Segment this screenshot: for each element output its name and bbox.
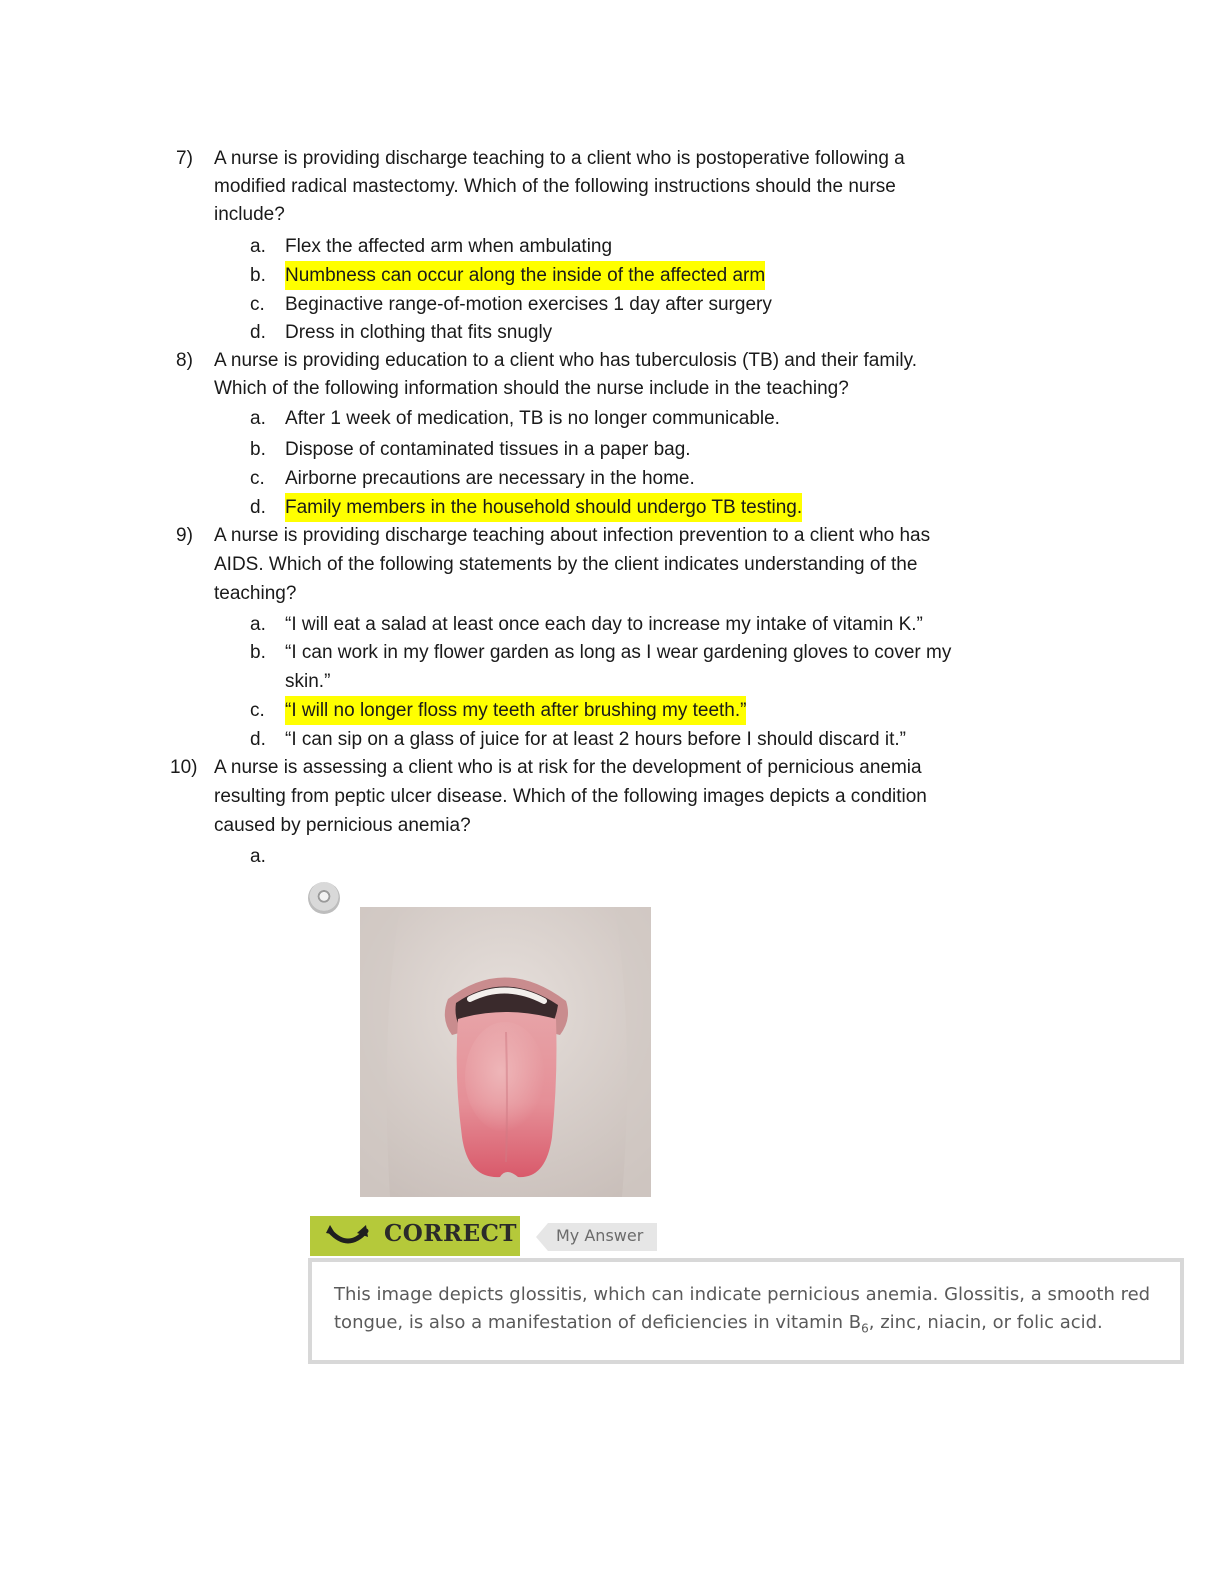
- correct-banner: [310, 1216, 520, 1256]
- option-letter: c.: [250, 468, 265, 489]
- question-text-line: AIDS. Which of the following statements by the client indicates understanding of the: [214, 554, 918, 575]
- option-letter: a.: [250, 236, 266, 257]
- option-letter: b.: [250, 439, 266, 460]
- glossitis-tongue-illustration: [360, 907, 651, 1197]
- rationale-text-line: [334, 1312, 1103, 1336]
- option-text-highlighted: Numbness can occur along the inside of the affected arm: [285, 261, 765, 290]
- option-letter: b.: [250, 642, 266, 663]
- question-text-line: caused by pernicious anemia?: [214, 815, 471, 836]
- option-text: “I will eat a salad at least once each day to increase my intake of vitamin K.”: [285, 614, 923, 635]
- tongue-image: [360, 907, 651, 1197]
- question-text-line: include?: [214, 204, 285, 225]
- option-letter: a.: [250, 408, 266, 429]
- question-number: 10): [170, 757, 198, 778]
- option-text: After 1 week of medication, TB is no longer communicable.: [285, 408, 780, 429]
- rationale-subscript: 6: [861, 1321, 869, 1336]
- option-text: Airborne precautions are necessary in the home.: [285, 468, 695, 489]
- correct-label: CORRECT: [384, 1220, 518, 1247]
- question-text-line: resulting from peptic ulcer disease. Which of the following images depicts a condition: [214, 786, 927, 807]
- rationale-text-part: , zinc, niacin, or folic acid.: [868, 1312, 1103, 1333]
- rationale-box: [308, 1258, 1184, 1364]
- option-letter: c.: [250, 700, 265, 721]
- option-letter: a.: [250, 614, 266, 635]
- question-text-line: A nurse is providing education to a client who has tuberculosis (TB) and their family.: [214, 350, 917, 371]
- option-text: “I can work in my flower garden as long as I wear gardening gloves to cover my: [285, 642, 952, 663]
- option-letter: d.: [250, 322, 266, 343]
- question-text-line: Which of the following information should the nurse include in the teaching?: [214, 378, 849, 399]
- option-text: Beginactive range-of-motion exercises 1 day after surgery: [285, 294, 772, 315]
- option-text-highlighted: Family members in the household should undergo TB testing.: [285, 493, 802, 522]
- question-number: 8): [176, 350, 193, 371]
- option-text: Dress in clothing that fits snugly: [285, 322, 553, 343]
- option-letter: d.: [250, 729, 266, 750]
- question-text-line: modified radical mastectomy. Which of the following instructions should the nurse: [214, 176, 896, 197]
- curved-arrow-icon: [324, 1221, 372, 1251]
- question-number: 7): [176, 148, 193, 169]
- question-text-line: A nurse is providing discharge teaching to a client who is postoperative following a: [214, 148, 905, 169]
- question-number: 9): [176, 525, 193, 546]
- my-answer-label: My Answer: [556, 1226, 644, 1245]
- rationale-text-part: tongue, is also a manifestation of deficiencies in vitamin B: [334, 1312, 862, 1333]
- option-letter: a.: [250, 846, 266, 867]
- question-text-line: A nurse is assessing a client who is at risk for the development of pernicious anemia: [214, 757, 922, 778]
- option-letter: b.: [250, 265, 266, 286]
- question-text-line: A nurse is providing discharge teaching about infection prevention to a client who has: [214, 525, 931, 546]
- option-letter: c.: [250, 294, 265, 315]
- question-text-line: teaching?: [214, 583, 297, 604]
- my-answer-tag: [536, 1223, 657, 1251]
- answer-figure: [306, 880, 1186, 1364]
- rationale-text-line: This image depicts glossitis, which can indicate pernicious anemia. Glossitis, a smooth red: [334, 1284, 1151, 1305]
- option-text: Flex the affected arm when ambulating: [285, 236, 613, 257]
- option-text: Dispose of contaminated tissues in a paper bag.: [285, 439, 691, 460]
- option-text: “I can sip on a glass of juice for at least 2 hours before I should discard it.”: [285, 729, 906, 750]
- option-text-continued: skin.”: [285, 671, 331, 692]
- radio-button[interactable]: [308, 882, 340, 914]
- option-text-highlighted: “I will no longer floss my teeth after brushing my teeth.”: [285, 696, 746, 725]
- option-letter: d.: [250, 497, 266, 518]
